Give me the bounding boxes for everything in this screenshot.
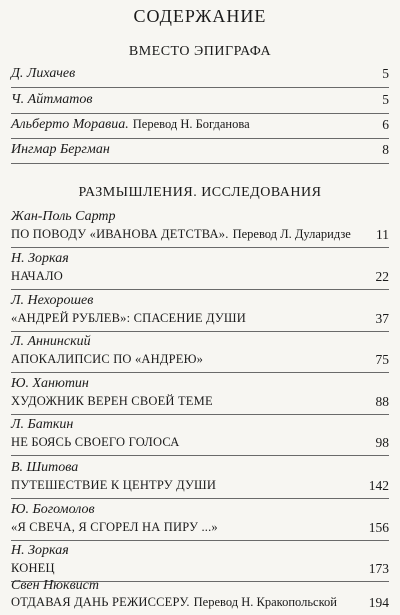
entry-author — [11, 117, 250, 133]
entry-work: НЕ БОЯСЬ СВОЕГО ГОЛОСА — [11, 435, 180, 449]
entry-author: Д. Лихачев — [11, 66, 76, 81]
entry-rule — [11, 414, 389, 415]
entry-page: 75 — [375, 352, 389, 367]
entry-work: ПУТЕШЕСТВИЕ К ЦЕНТРУ ДУШИ — [11, 478, 217, 492]
entry-author-name: Альберто Моравиа. — [11, 117, 129, 132]
entry-page: 5 — [382, 92, 389, 107]
entry-work: КОНЕЦ — [11, 561, 55, 575]
entry-work — [11, 595, 337, 610]
entry-author: Жан-Поль Сартр — [11, 209, 116, 224]
entry-rule — [11, 498, 389, 499]
entry-author: Ингмар Бергман — [11, 142, 110, 157]
entry-translator: Перевод Н. Кракопольской — [193, 595, 337, 609]
entry-work-title: ОТДАВАЯ ДАНЬ РЕЖИССЕРУ. — [11, 595, 190, 609]
entry-rule — [11, 331, 389, 332]
entry-rule — [11, 289, 389, 290]
entry-rule — [11, 540, 389, 541]
entry-work: ХУДОЖНИК ВЕРЕН СВОЕЙ ТЕМЕ — [11, 394, 213, 408]
entry-work — [11, 227, 351, 242]
entry-page: 11 — [376, 227, 389, 242]
entry-rule — [11, 138, 389, 139]
entry-page: 156 — [368, 520, 389, 535]
entry-work-title: ПО ПОВОДУ «ИВАНОВА ДЕТСТВА». — [11, 227, 229, 241]
entry-page: 8 — [382, 142, 389, 157]
entry-page: 37 — [375, 311, 389, 326]
entry-author: Ю. Богомолов — [11, 502, 95, 517]
entry-work: АПОКАЛИПСИС ПО «АНДРЕЮ» — [11, 352, 204, 366]
entry-page: 5 — [382, 66, 389, 81]
entry-author: Л. Нехорошев — [11, 293, 94, 308]
entry-author: Ю. Ханютин — [11, 376, 89, 391]
entry-translator: Перевод Л. Дуларидзе — [232, 227, 351, 241]
entry-page: 6 — [382, 117, 389, 132]
entry-work: «Я СВЕЧА, Я СГОРЕЛ НА ПИРУ ...» — [11, 520, 218, 534]
entry-page: 142 — [368, 478, 389, 493]
entry-page: 173 — [368, 561, 389, 576]
entry-author: Н. Зоркая — [11, 251, 69, 266]
entry-translator: Перевод Н. Богданова — [132, 117, 250, 131]
entry-work: НАЧАЛО — [11, 269, 64, 283]
entry-page: 98 — [375, 435, 389, 450]
entry-rule — [11, 372, 389, 373]
entry-author: Л. Аннинский — [11, 334, 91, 349]
entry-rule — [11, 87, 389, 88]
entry-author: Л. Баткин — [11, 417, 74, 432]
entry-author: Свен Нюквист — [11, 578, 100, 593]
entry-rule — [11, 163, 389, 164]
entry-author: В. Шитова — [11, 460, 79, 475]
entry-rule — [11, 455, 389, 456]
entry-author: Ч. Айтматов — [11, 92, 93, 107]
entry-page: 88 — [375, 394, 389, 409]
entry-rule — [11, 113, 389, 114]
entry-work: «АНДРЕЙ РУБЛЕВ»: СПАСЕНИЕ ДУШИ — [11, 311, 246, 325]
page-title: СОДЕРЖАНИЕ — [133, 6, 267, 26]
section-heading: РАЗМЫШЛЕНИЯ. ИССЛЕДОВАНИЯ — [78, 185, 322, 200]
entry-author: Н. Зоркая — [11, 543, 69, 558]
entry-page: 194 — [368, 595, 389, 610]
entry-page: 22 — [375, 269, 389, 284]
entry-rule — [11, 247, 389, 248]
section-heading: ВМЕСТО ЭПИГРАФА — [128, 44, 272, 59]
